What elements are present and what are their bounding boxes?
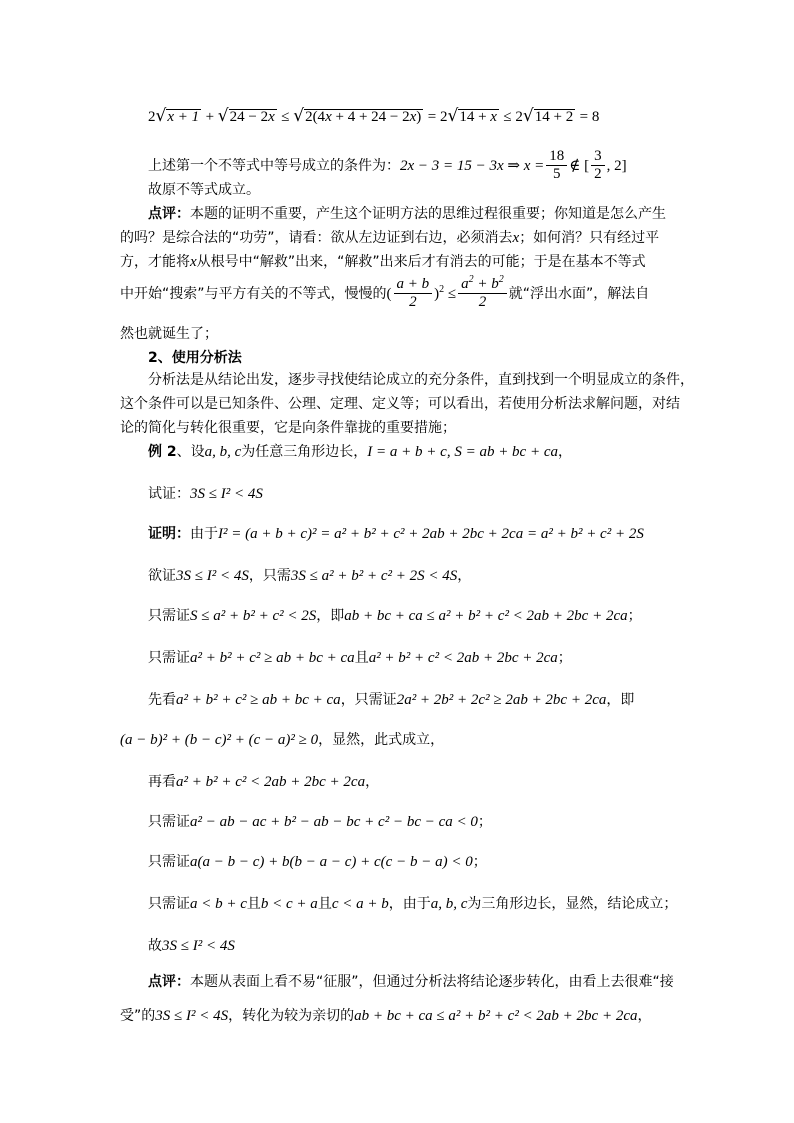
step7-line <box>148 812 492 832</box>
comment-text: ，转化为较为亲切的 <box>228 1008 355 1024</box>
notin-symbol: ∉ [ <box>569 157 590 174</box>
step-text: ，只需证 <box>340 692 397 708</box>
step6-line <box>148 772 379 792</box>
comment-text: ；如何消？只有经过平 <box>519 230 660 246</box>
comment-text: 从根号中“解救”出来，“解救”出来后才有消去的可能；于是在基本不等式 <box>196 254 646 270</box>
step-text: ，显然，此式成立， <box>318 732 445 748</box>
comment-text: 受”的 <box>120 1008 156 1024</box>
math-expression: 3S ≤ I² < 4S <box>176 568 249 584</box>
comment-text: 中开始“搜索”与平方有关的不等式，慢慢的 <box>120 285 387 302</box>
step-text: 为三角形边长，显然，结论成立； <box>467 896 678 912</box>
proof-text: 由于 <box>190 526 218 542</box>
step-text: 且 <box>246 896 261 912</box>
step-text: 欲证 <box>148 568 176 584</box>
step10-line <box>148 936 235 956</box>
step4-line <box>148 690 634 710</box>
radicand: 2(4x + 4 + 24 − 2x) <box>305 109 422 125</box>
prove-line <box>148 484 263 504</box>
step9-line <box>148 894 677 914</box>
comment-label: 点评： <box>148 974 190 990</box>
conclusion-line <box>148 180 260 200</box>
math-expression: I² = (a + b + c)² = a² + b² + c² + 2ab + 2bc + 2ca = a² + b² + c² + 2S <box>218 526 644 542</box>
step-text: ，即 <box>606 692 635 708</box>
example2-line <box>148 442 572 462</box>
comment-text: 然也就诞生了； <box>120 326 218 342</box>
section-heading <box>148 348 242 368</box>
math-expression: 2 <box>148 109 156 125</box>
math-expression: a² − ab − ac + b² − ab − bc + c² − bc − ca < 0 <box>190 814 478 830</box>
step-text: ； <box>472 854 487 870</box>
math-expression: 3S ≤ I² < 4S <box>162 938 235 954</box>
fraction-a-plus-b: $\frac{a + b}{2}$ <box>394 276 433 311</box>
step-text: ； <box>627 608 642 624</box>
para-text: 论的简化与转化很重要，它是向条件靠拢的重要措施； <box>120 420 456 436</box>
para-text: 分析法是从结论出发，逐步寻找使结论成立的充分条件，直到找到一个明显成立的条件， <box>148 372 694 388</box>
step-text: ， <box>457 568 472 584</box>
para-line-b <box>120 394 680 414</box>
math-expression: a < b + c <box>190 896 247 912</box>
math-expression: ab + bc + ca ≤ a² + b² + c² < 2ab + 2bc + 2ca <box>344 608 628 624</box>
comment-text: 本题的证明不重要，产生这个证明方法的思维过程很重要；你知道是怎么产生 <box>190 206 666 222</box>
math-expression: a, b, c <box>430 896 468 912</box>
radicand: 24 − 2x <box>229 109 275 125</box>
equality-condition-line <box>148 148 627 183</box>
para-text: 这个条件可以是已知条件、公理、定理、定义等；可以看出，若使用分析法求解问题，对结 <box>120 396 680 412</box>
step-text: 只需证 <box>148 854 190 870</box>
inequality-chain-line: 2√x + 1 + √24 − 2x ≤ √2(4x + 4 + 24 − 2x) = 2√14 + x ≤ 2√14 + 2 = 8 <box>148 106 600 126</box>
comment1-line-e <box>120 324 218 344</box>
step-text: 再看 <box>148 774 176 790</box>
comment1-line-c <box>120 252 646 272</box>
math-expression: 3S ≤ I² < 4S <box>155 1008 229 1024</box>
comment-text: 的吗？是综合法的“功劳”，请看：欲从左边证到右边，必须消去 <box>120 230 513 246</box>
comment-text: 本题从表面上看不易“征服”，但通过分析法将结论逐步转化，由看上去很难“接 <box>190 974 674 990</box>
step-text: 只需证 <box>148 650 190 666</box>
step-text: 只需证 <box>148 896 190 912</box>
step-text: ，由于 <box>388 896 431 912</box>
step-text: 且 <box>317 896 332 912</box>
condition-math: 2x − 3 = 15 − 3x ⇒ x = <box>400 157 545 174</box>
math-expression: a² + b² + c² ≥ ab + bc + ca <box>190 650 355 666</box>
comment-text: ， <box>637 1008 652 1024</box>
math-expression: a(a − b − c) + b(b − a − c) + c(c − b − a) < 0 <box>190 854 473 870</box>
comment2-line-b <box>120 1006 652 1026</box>
math-expression: S ≤ a² + b² + c² < 2S <box>190 608 317 624</box>
step-text: ； <box>557 650 572 666</box>
math-expression: 2a² + 2b² + 2c² ≥ 2ab + 2bc + 2ca <box>396 692 607 708</box>
math-expression: I = a + b + c, S = ab + bc + ca <box>367 444 558 460</box>
comment2-line-a <box>148 972 674 992</box>
step-text: ； <box>477 814 492 830</box>
fraction-18-5: $\frac{18}{5}$ <box>546 148 567 183</box>
example-text: ， <box>558 444 572 460</box>
example-text: 、设 <box>176 444 205 460</box>
step-text: 只需证 <box>148 608 190 624</box>
step-text: ，即 <box>316 608 345 624</box>
comment1-line-d: 中开始“搜索”与平方有关的不等式，慢慢的 ( $\frac{a + b}{2}$ )$^2$ ≤ $\frac{a^2 + b^2}{2}$ 就“浮出水面”，解法自 <box>120 274 650 310</box>
para-line-a <box>148 370 694 390</box>
math-expression: a² + b² + c² ≥ ab + bc + ca <box>176 692 341 708</box>
interval-tail: , 2] <box>606 157 627 174</box>
step-text: 且 <box>354 650 369 666</box>
example-text: 为任意三角形边长， <box>241 444 368 460</box>
radicand: 14 + x <box>459 109 497 125</box>
math-expression: a² + b² + c² < 2ab + 2bc + 2ca <box>368 650 558 666</box>
para-line-c <box>120 418 456 438</box>
math-expression: a² + b² + c² < 2ab + 2bc + 2ca <box>176 774 366 790</box>
radicand: 14 + 2 <box>534 109 574 125</box>
step1-line <box>148 566 471 586</box>
math-expression: b < c + a <box>260 896 318 912</box>
step-text: ，只需 <box>248 568 291 584</box>
radicand: x + 1 <box>167 109 200 125</box>
step5-line <box>120 730 444 750</box>
fraction-3-2: $\frac{3}{2}$ <box>591 148 605 183</box>
math-expression: 3S ≤ a² + b² + c² + 2S < 4S <box>290 568 458 584</box>
step-text: 只需证 <box>148 814 190 830</box>
conclusion-text: 故原不等式成立。 <box>148 182 260 198</box>
section-title: 2、使用分析法 <box>148 350 242 366</box>
math-expression: ab + bc + ca ≤ a² + b² + c² < 2ab + 2bc + 2ca <box>354 1008 638 1024</box>
step8-line <box>148 852 487 872</box>
comment1-line-a <box>148 204 666 224</box>
prove-label: 试证： <box>148 486 190 502</box>
math-expression: (a − b)² + (b − c)² + (c − a)² ≥ 0 <box>120 732 319 748</box>
math-expression: a, b, c <box>204 444 242 460</box>
comment1-line-b <box>120 228 659 248</box>
proof-line <box>148 524 644 544</box>
comment-text: 就“浮出水面”，解法自 <box>508 285 650 302</box>
step3-line <box>148 648 572 668</box>
comment-label: 点评： <box>148 206 190 222</box>
math-expression: c < a + b <box>331 896 389 912</box>
step-text: ， <box>365 774 380 790</box>
example-label: 例 2 <box>148 444 177 460</box>
step-text: 先看 <box>148 692 176 708</box>
comment-text: 方，才能将 <box>120 254 190 270</box>
var-x: x <box>190 254 197 270</box>
math-expression: 3S ≤ I² < 4S <box>190 486 263 502</box>
step2-line <box>148 606 642 626</box>
step-text: 故 <box>148 938 162 954</box>
proof-label: 证明： <box>148 526 190 542</box>
var-x: x <box>512 230 520 246</box>
fraction-a2-plus-b2: $\frac{a^2 + b^2}{2}$ <box>458 276 507 311</box>
condition-text: 上述第一个不等式中等号成立的条件为： <box>148 157 400 174</box>
